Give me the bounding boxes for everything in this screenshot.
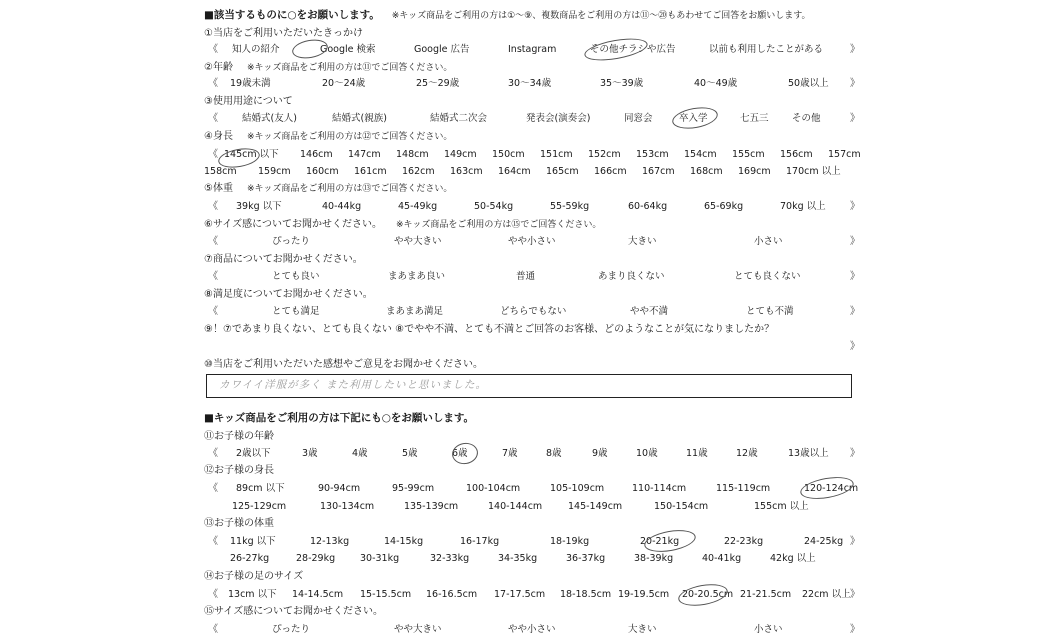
option-q13-4[interactable]: 18-19kg bbox=[550, 536, 590, 547]
options-row-q8 bbox=[204, 305, 864, 318]
option-q4-10[interactable]: 155cm bbox=[732, 149, 765, 160]
option-q4-3[interactable]: 148cm bbox=[396, 149, 429, 160]
option-q15-0[interactable]: ぴったり bbox=[272, 624, 311, 635]
question-label-q2 bbox=[204, 62, 452, 74]
option-q3-3[interactable]: 発表会(演奏会) bbox=[526, 113, 591, 124]
option-q7-4[interactable]: とても良くない bbox=[734, 271, 801, 282]
bracket-close: 》 bbox=[850, 113, 860, 124]
option-q13-2[interactable]: 14-15kg bbox=[384, 536, 424, 547]
option-q4-10[interactable]: 168cm bbox=[690, 166, 723, 177]
question-text: ⑨！⑦であまり良くない、とても良くない ⑧でやや不満、とても不満とご回答のお客様、どのようなことが気になりましたか？ bbox=[204, 324, 775, 335]
option-q4-4[interactable]: 162cm bbox=[402, 166, 435, 177]
option-q14-8[interactable]: 21-21.5cm bbox=[740, 589, 792, 600]
question-label-q1 bbox=[204, 28, 363, 40]
option-q4-8[interactable]: 166cm bbox=[594, 166, 627, 177]
option-q14-6[interactable]: 19-19.5cm bbox=[618, 589, 670, 600]
bracket-close: 》 bbox=[850, 536, 860, 547]
option-q4-1[interactable]: 159cm bbox=[258, 166, 291, 177]
option-q13-6[interactable]: 38-39kg bbox=[634, 553, 674, 564]
question-label-q12 bbox=[204, 465, 274, 477]
question-text: ②年齢 bbox=[204, 62, 233, 73]
option-q15-3[interactable]: 大きい bbox=[628, 624, 657, 635]
bracket-open: 《 bbox=[208, 113, 218, 124]
section-heading-title: ■該当するものに○をお願いします。 bbox=[204, 9, 380, 21]
bracket-close: 》 bbox=[850, 44, 860, 55]
option-q4-6[interactable]: 151cm bbox=[540, 149, 573, 160]
question-label-q15 bbox=[204, 606, 383, 618]
option-q11-3[interactable]: 5歳 bbox=[402, 448, 418, 459]
option-q13-2[interactable]: 30-31kg bbox=[360, 553, 400, 564]
option-q5-0[interactable]: 39kg 以下 bbox=[236, 201, 282, 212]
option-q13-5[interactable]: 36-37kg bbox=[566, 553, 606, 564]
bracket-close: 》 bbox=[850, 624, 860, 635]
option-q5-1[interactable]: 40-44kg bbox=[322, 201, 362, 212]
option-q12-2[interactable]: 135-139cm bbox=[404, 501, 459, 512]
question-label-q3 bbox=[204, 96, 293, 108]
option-q11-9[interactable]: 11歳 bbox=[686, 448, 708, 459]
option-q2-5[interactable]: 40～49歳 bbox=[694, 78, 738, 89]
question-text: ⑥サイズ感についてお聞かせください。 bbox=[204, 219, 382, 230]
option-q4-7[interactable]: 165cm bbox=[546, 166, 579, 177]
selection-circle bbox=[677, 581, 730, 609]
bracket-close: 》 bbox=[850, 589, 860, 600]
question-label-q14 bbox=[204, 571, 303, 583]
option-q3-2[interactable]: 結婚式二次会 bbox=[430, 113, 488, 124]
option-q13-4[interactable]: 34-35kg bbox=[498, 553, 538, 564]
option-q4-8[interactable]: 153cm bbox=[636, 149, 669, 160]
options-row-q3 bbox=[204, 112, 864, 125]
option-q4-11[interactable]: 156cm bbox=[780, 149, 813, 160]
option-q4-12[interactable]: 170cm 以上 bbox=[786, 166, 841, 177]
bracket-open: 《 bbox=[208, 271, 218, 282]
option-q7-2[interactable]: 普通 bbox=[516, 271, 536, 282]
options-row-q13 bbox=[204, 552, 864, 565]
option-q3-1[interactable]: 結婚式(親族) bbox=[332, 113, 387, 124]
option-q11-2[interactable]: 4歳 bbox=[352, 448, 368, 459]
question-label-q6 bbox=[204, 219, 601, 231]
option-q11-0[interactable]: 2歳以下 bbox=[236, 448, 271, 459]
option-q11-5[interactable]: 7歳 bbox=[502, 448, 518, 459]
selection-circle bbox=[291, 37, 330, 61]
options-row-q4 bbox=[204, 148, 864, 161]
section-heading-note: ※キッズ商品をご利用の方は①～⑨、複数商品をご利用の方は⑪～⑳もあわせてご回答をお願いします。 bbox=[391, 11, 811, 21]
question-label-q9 bbox=[204, 324, 774, 336]
option-q4-6[interactable]: 164cm bbox=[498, 166, 531, 177]
bracket-open: 《 bbox=[208, 536, 218, 547]
option-q3-4[interactable]: 同窓会 bbox=[624, 113, 653, 124]
option-q6-3[interactable]: 大きい bbox=[628, 236, 657, 247]
option-q4-3[interactable]: 161cm bbox=[354, 166, 387, 177]
option-q12-1[interactable]: 90-94cm bbox=[318, 483, 361, 494]
option-q3-6[interactable]: 七五三 bbox=[740, 113, 769, 124]
options-row-q13 bbox=[204, 535, 864, 548]
section-heading bbox=[204, 412, 474, 424]
option-q3-0[interactable]: 結婚式(友人) bbox=[242, 113, 297, 124]
bracket-close: 》 bbox=[850, 78, 860, 89]
option-q14-1[interactable]: 14-14.5cm bbox=[292, 589, 344, 600]
option-q5-5[interactable]: 60-64kg bbox=[628, 201, 668, 212]
option-q11-7[interactable]: 9歳 bbox=[592, 448, 608, 459]
bracket-close: 》 bbox=[850, 341, 860, 352]
option-q12-1[interactable]: 130-134cm bbox=[320, 501, 375, 512]
options-row-q12 bbox=[204, 482, 864, 495]
bracket-open: 《 bbox=[208, 624, 218, 635]
option-q5-2[interactable]: 45-49kg bbox=[398, 201, 438, 212]
question-text: ⑤体重 bbox=[204, 183, 233, 194]
option-q12-4[interactable]: 105-109cm bbox=[550, 483, 605, 494]
option-q6-0[interactable]: ぴったり bbox=[272, 236, 311, 247]
option-q5-3[interactable]: 50-54kg bbox=[474, 201, 514, 212]
option-q12-6[interactable]: 155cm 以上 bbox=[754, 501, 809, 512]
option-q4-11[interactable]: 169cm bbox=[738, 166, 771, 177]
option-q12-3[interactable]: 100-104cm bbox=[466, 483, 521, 494]
option-q13-5[interactable]: 20-21kg bbox=[640, 536, 680, 547]
bracket-open: 《 bbox=[208, 201, 218, 212]
option-q4-2[interactable]: 147cm bbox=[348, 149, 381, 160]
options-row-q11 bbox=[204, 447, 864, 460]
option-q2-3[interactable]: 30～34歳 bbox=[508, 78, 552, 89]
option-q1-5[interactable]: 以前も利用したことがある bbox=[709, 44, 824, 55]
options-row-q5 bbox=[204, 200, 864, 213]
question-label-q10 bbox=[204, 359, 483, 371]
option-q4-9[interactable]: 167cm bbox=[642, 166, 675, 177]
option-q2-6[interactable]: 50歳以上 bbox=[788, 78, 829, 89]
option-q7-1[interactable]: まあまあ良い bbox=[388, 271, 446, 282]
option-q4-1[interactable]: 146cm bbox=[300, 149, 333, 160]
question-text: ⑧満足度についてお聞かせください。 bbox=[204, 289, 373, 300]
option-q12-4[interactable]: 145-149cm bbox=[568, 501, 623, 512]
option-q12-0[interactable]: 89cm 以下 bbox=[236, 483, 285, 494]
selection-circle bbox=[671, 104, 720, 132]
option-q8-4[interactable]: とても不満 bbox=[746, 306, 794, 317]
bracket-open: 《 bbox=[208, 448, 218, 459]
option-q4-0[interactable]: 158cm bbox=[204, 166, 237, 177]
option-q12-5[interactable]: 110-114cm bbox=[632, 483, 687, 494]
bracket-close: 》 bbox=[850, 271, 860, 282]
option-q13-3[interactable]: 16-17kg bbox=[460, 536, 500, 547]
option-q4-0[interactable]: 145cm 以下 bbox=[224, 149, 279, 160]
option-q3-5[interactable]: 卒入学 bbox=[679, 113, 708, 124]
question-text: ⑪お子様の年齢 bbox=[204, 431, 274, 442]
option-q4-2[interactable]: 160cm bbox=[306, 166, 339, 177]
option-q14-9[interactable]: 22cm 以上 bbox=[802, 589, 851, 600]
option-q11-8[interactable]: 10歳 bbox=[636, 448, 658, 459]
option-q3-7[interactable]: その他 bbox=[792, 113, 821, 124]
option-q8-1[interactable]: まあまあ満足 bbox=[386, 306, 444, 317]
option-q5-7[interactable]: 70kg 以上 bbox=[780, 201, 826, 212]
bracket-open: 《 bbox=[208, 306, 218, 317]
option-q6-2[interactable]: やや小さい bbox=[508, 236, 556, 247]
question-text: ⑭お子様の足のサイズ bbox=[204, 571, 304, 582]
bracket-open: 《 bbox=[208, 149, 218, 160]
question-text: ③使用用途について bbox=[204, 96, 293, 107]
option-q12-2[interactable]: 95-99cm bbox=[392, 483, 435, 494]
question-text: ⑮サイズ感についてお聞かせください。 bbox=[204, 606, 383, 617]
comment-answer-box[interactable] bbox=[206, 374, 852, 398]
bracket-close: 》 bbox=[850, 306, 860, 317]
option-q11-1[interactable]: 3歳 bbox=[302, 448, 318, 459]
bracket-open: 《 bbox=[208, 44, 218, 55]
option-q1-4[interactable]: その他チラシや広告 bbox=[590, 44, 676, 55]
options-row-q12 bbox=[204, 500, 864, 513]
option-q6-1[interactable]: やや大きい bbox=[394, 236, 442, 247]
question-text: ⑫お子様の身長 bbox=[204, 465, 274, 476]
option-q1-0[interactable]: 知人の紹介 bbox=[232, 44, 280, 55]
option-q11-11[interactable]: 13歳以上 bbox=[788, 448, 829, 459]
options-row-q14 bbox=[204, 588, 864, 601]
option-q12-5[interactable]: 150-154cm bbox=[654, 501, 709, 512]
bracket-open: 《 bbox=[208, 589, 218, 600]
section-heading bbox=[204, 9, 811, 22]
option-q4-5[interactable]: 163cm bbox=[450, 166, 483, 177]
option-q13-0[interactable]: 26-27kg bbox=[230, 553, 270, 564]
question-label-q7 bbox=[204, 254, 363, 266]
option-q2-2[interactable]: 25～29歳 bbox=[416, 78, 460, 89]
question-text: ①当店をご利用いただいたきっかけ bbox=[204, 28, 363, 39]
question-text: ⑬お子様の体重 bbox=[204, 518, 274, 529]
option-q11-6[interactable]: 8歳 bbox=[546, 448, 562, 459]
option-q15-1[interactable]: やや大きい bbox=[394, 624, 442, 635]
question-text: ⑦商品についてお聞かせください。 bbox=[204, 254, 363, 265]
option-q12-6[interactable]: 115-119cm bbox=[716, 483, 771, 494]
options-row-q15 bbox=[204, 623, 864, 636]
option-q4-7[interactable]: 152cm bbox=[588, 149, 621, 160]
bracket-close: 》 bbox=[850, 201, 860, 212]
option-q14-2[interactable]: 15-15.5cm bbox=[360, 589, 412, 600]
option-q14-3[interactable]: 16-16.5cm bbox=[426, 589, 478, 600]
selection-circle bbox=[583, 35, 649, 65]
option-q11-4[interactable]: 6歳 bbox=[452, 448, 468, 459]
option-q1-2[interactable]: Google 広告 bbox=[414, 44, 470, 55]
option-q6-4[interactable]: 小さい bbox=[754, 236, 783, 247]
question-note: ※キッズ商品をご利用の方は⑬でご回答ください。 bbox=[246, 184, 453, 194]
option-q12-3[interactable]: 140-144cm bbox=[488, 501, 543, 512]
selection-circle bbox=[450, 441, 479, 466]
option-q7-3[interactable]: あまり良くない bbox=[598, 271, 665, 282]
option-q4-4[interactable]: 149cm bbox=[444, 149, 477, 160]
option-q11-10[interactable]: 12歳 bbox=[736, 448, 758, 459]
option-q4-5[interactable]: 150cm bbox=[492, 149, 525, 160]
option-q13-7[interactable]: 24-25kg bbox=[804, 536, 844, 547]
option-q12-0[interactable]: 125-129cm bbox=[232, 501, 287, 512]
option-q2-1[interactable]: 20～24歳 bbox=[322, 78, 366, 89]
bracket-close: 》 bbox=[850, 448, 860, 459]
option-q5-6[interactable]: 65-69kg bbox=[704, 201, 744, 212]
option-q12-7[interactable]: 120-124cm bbox=[804, 483, 859, 494]
option-q13-7[interactable]: 40-41kg bbox=[702, 553, 742, 564]
question-note: ※キッズ商品をご利用の方は⑫でご回答ください。 bbox=[246, 132, 453, 142]
option-q14-4[interactable]: 17-17.5cm bbox=[494, 589, 546, 600]
question-label-q4 bbox=[204, 131, 452, 143]
option-q15-4[interactable]: 小さい bbox=[754, 624, 783, 635]
question-label-q8 bbox=[204, 289, 373, 301]
option-q14-0[interactable]: 13cm 以下 bbox=[228, 589, 277, 600]
question-label-q5 bbox=[204, 183, 452, 195]
selection-circle bbox=[799, 473, 859, 502]
question-label-q13 bbox=[204, 518, 274, 530]
option-q1-1[interactable]: Google 検索 bbox=[320, 44, 376, 55]
options-row-q4 bbox=[204, 165, 864, 178]
bracket-open: 《 bbox=[208, 236, 218, 247]
question-label-q11 bbox=[204, 431, 274, 443]
bracket-open: 《 bbox=[208, 78, 218, 89]
options-row-q7 bbox=[204, 270, 864, 283]
option-q13-6[interactable]: 22-23kg bbox=[724, 536, 764, 547]
option-q8-0[interactable]: とても満足 bbox=[272, 306, 320, 317]
bracket-open: 《 bbox=[208, 483, 218, 494]
options-row-q9 bbox=[204, 340, 864, 353]
option-q14-7[interactable]: 20-20.5cm bbox=[682, 589, 734, 600]
option-q8-2[interactable]: どちらでもない bbox=[500, 306, 567, 317]
option-q13-1[interactable]: 28-29kg bbox=[296, 553, 336, 564]
option-q4-9[interactable]: 154cm bbox=[684, 149, 717, 160]
option-q7-0[interactable]: とても良い bbox=[272, 271, 320, 282]
question-note: ※キッズ商品をご利用の方は⑮でご回答ください。 bbox=[395, 220, 602, 230]
options-row-q6 bbox=[204, 235, 864, 248]
option-q13-3[interactable]: 32-33kg bbox=[430, 553, 470, 564]
option-q4-12[interactable]: 157cm bbox=[828, 149, 861, 160]
option-q5-4[interactable]: 55-59kg bbox=[550, 201, 590, 212]
handwritten-answer: カワイイ洋服が多く また利用したいと思いました。 bbox=[219, 379, 487, 391]
bracket-close: 》 bbox=[850, 236, 860, 247]
question-text: ④身長 bbox=[204, 131, 233, 142]
option-q14-5[interactable]: 18-18.5cm bbox=[560, 589, 612, 600]
question-note: ※キッズ商品をご利用の方は⑪でご回答ください。 bbox=[246, 63, 453, 73]
option-q13-1[interactable]: 12-13kg bbox=[310, 536, 350, 547]
section-heading-title: ■キッズ商品をご利用の方は下記にも○をお願いします。 bbox=[204, 412, 475, 424]
option-q2-0[interactable]: 19歳未満 bbox=[230, 78, 271, 89]
option-q8-3[interactable]: やや不満 bbox=[630, 306, 669, 317]
options-row-q2 bbox=[204, 77, 864, 90]
option-q13-8[interactable]: 42kg 以上 bbox=[770, 553, 816, 564]
question-text: ⑩当店をご利用いただいた感想やご意見をお聞かせください。 bbox=[204, 359, 483, 370]
option-q1-3[interactable]: Instagram bbox=[508, 44, 557, 55]
option-q15-2[interactable]: やや小さい bbox=[508, 624, 556, 635]
option-q13-0[interactable]: 11kg 以下 bbox=[230, 536, 276, 547]
option-q2-4[interactable]: 35～39歳 bbox=[600, 78, 644, 89]
